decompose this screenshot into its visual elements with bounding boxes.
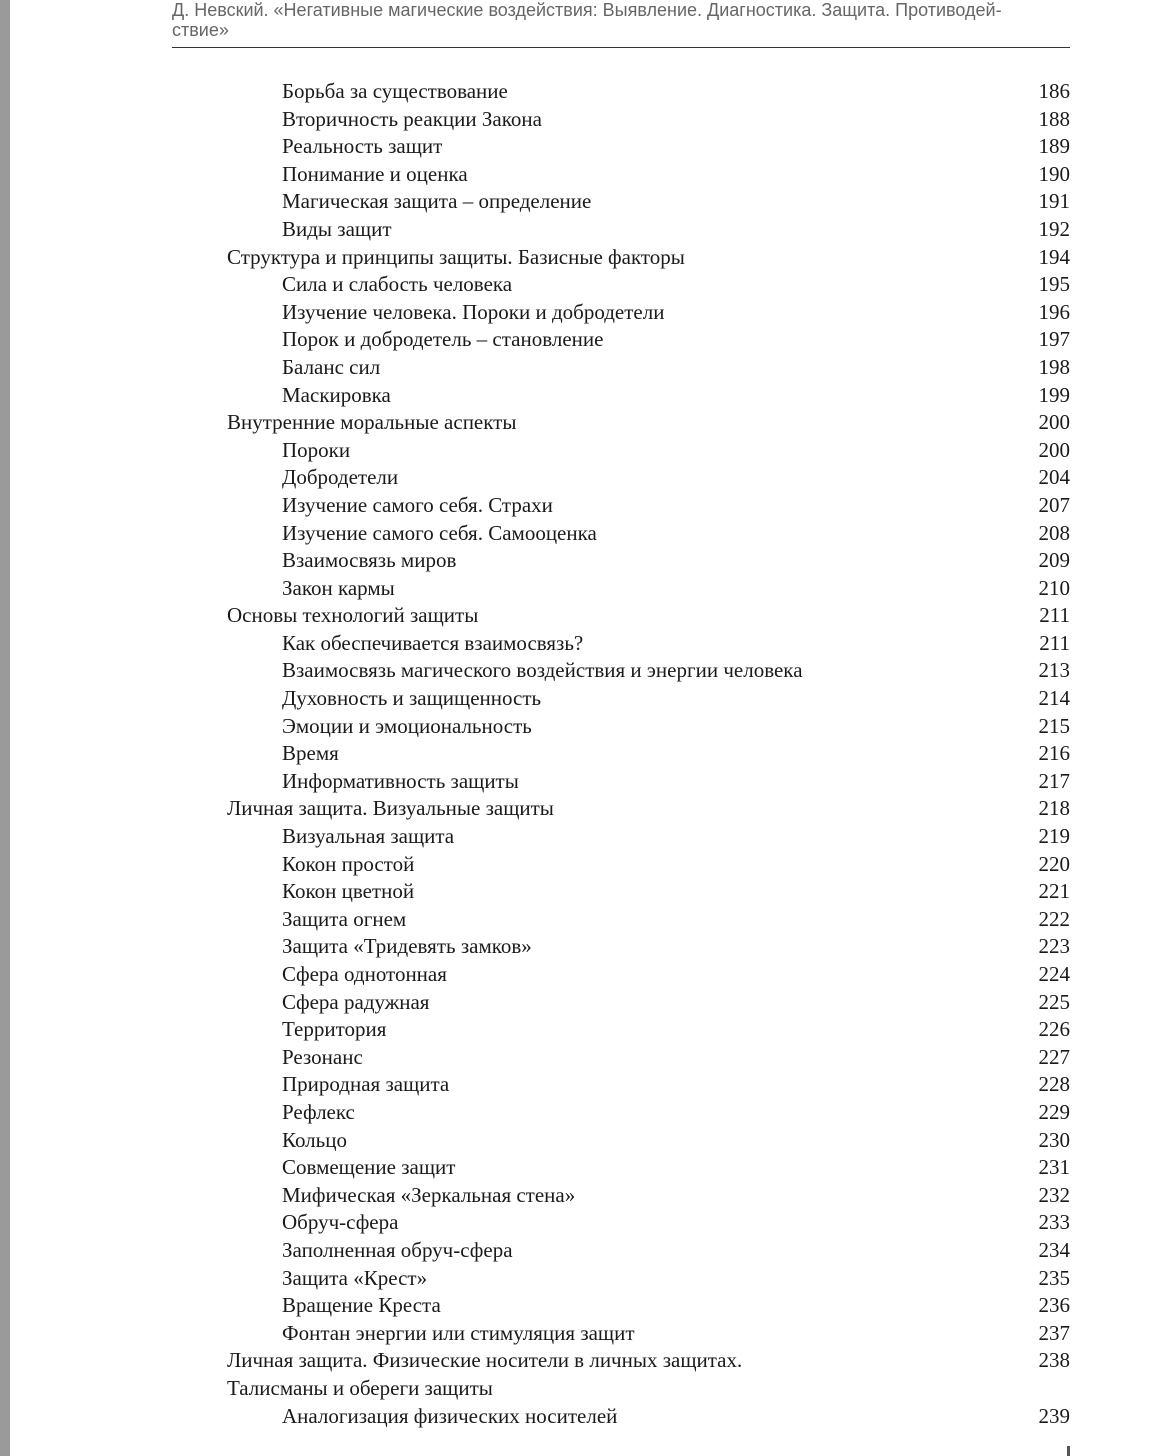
toc-entry-title: Обруч-сфера	[282, 1210, 399, 1235]
toc-page-number: 238	[1038, 1348, 1070, 1373]
toc-page-number: 232	[1038, 1182, 1070, 1207]
toc-entry-title: Личная защита. Визуальные защиты	[227, 796, 554, 821]
toc-entry-title: Пороки	[282, 437, 351, 462]
toc-subsection	[10, 326, 1150, 354]
toc-subsection	[10, 492, 1150, 520]
toc-subsection	[10, 133, 1150, 161]
toc-subsection	[10, 1237, 1150, 1265]
toc-entry-title: Изучение человека. Пороки и добродетели	[282, 299, 665, 324]
toc-section	[10, 409, 1150, 437]
toc-entry-title: Структура и принципы защиты. Базисные факторы	[227, 244, 685, 269]
toc-page-number: 224	[1038, 962, 1070, 986]
toc-entry-title: Фонтан энергии или стимуляция защит	[282, 1320, 635, 1345]
toc-entry-title: Внутренние моральные аспекты	[227, 410, 517, 435]
toc-page-number: 233	[1038, 1210, 1070, 1235]
toc-page-number: 215	[1038, 713, 1070, 738]
toc-subsection	[10, 354, 1150, 382]
toc-entry-title: Кокон цветной	[282, 879, 415, 904]
toc-page-number: 223	[1038, 934, 1070, 959]
toc-subsection	[10, 906, 1150, 934]
toc-subsection	[10, 685, 1150, 713]
toc-page-number: 186	[1038, 79, 1070, 103]
toc-page-number: 189	[1038, 134, 1070, 159]
toc-entry-title: Вторичность реакции Закона	[282, 106, 542, 131]
toc-subsection	[10, 1044, 1150, 1072]
toc-page-number: 192	[1038, 216, 1070, 241]
toc-page-number: 219	[1038, 824, 1070, 849]
toc-entry-title: Основы технологий защиты	[227, 603, 479, 628]
toc-entry-title: Мифическая «Зеркальная стена»	[282, 1182, 576, 1207]
toc-page-number: 194	[1038, 244, 1070, 269]
toc-entry-title: Понимание и оценка	[282, 161, 468, 186]
page-corner-mark	[1067, 1446, 1070, 1456]
toc-page-number: 217	[1038, 768, 1070, 793]
toc-page-number: 218	[1038, 796, 1070, 821]
toc-subsection	[10, 1154, 1150, 1182]
toc-section	[10, 1375, 1150, 1403]
toc-page-number: 210	[1038, 575, 1070, 600]
document-page	[10, 0, 1150, 1456]
toc-page-number: 195	[1038, 272, 1070, 297]
toc-entry-title: Эмоции и эмоциональность	[282, 713, 532, 738]
toc-entry-title: Борьба за существование	[282, 79, 508, 103]
toc-page-number: 207	[1038, 492, 1070, 517]
toc-page-number: 191	[1038, 189, 1070, 214]
toc-subsection	[10, 657, 1150, 685]
toc-entry-title: Маскировка	[282, 382, 391, 407]
toc-subsection	[10, 1403, 1150, 1431]
toc-subsection	[10, 933, 1150, 961]
toc-subsection	[10, 216, 1150, 244]
toc-entry-title: Виды защит	[282, 216, 392, 241]
toc-entry-title: Баланс сил	[282, 354, 381, 379]
toc-page-number: 228	[1038, 1072, 1070, 1097]
toc-entry-title: Изучение самого себя. Самооценка	[282, 520, 597, 545]
toc-page-number: 221	[1038, 879, 1070, 904]
toc-subsection	[10, 1016, 1150, 1044]
header-divider	[172, 47, 1070, 48]
toc-entry-title: Резонанс	[282, 1044, 363, 1069]
toc-entry-title: Реальность защит	[282, 134, 443, 159]
toc-subsection	[10, 878, 1150, 906]
toc-entry-title: Защита огнем	[282, 906, 407, 931]
toc-page-number: 229	[1038, 1099, 1070, 1124]
toc-section	[10, 795, 1150, 823]
toc-entry-title: Заполненная обруч-сфера	[282, 1237, 513, 1262]
toc-entry-title: Сфера однотонная	[282, 962, 447, 986]
toc-subsection	[10, 188, 1150, 216]
toc-entry-title: Визуальная защита	[282, 824, 455, 849]
toc-page-number: 226	[1038, 1017, 1070, 1042]
toc-entry-title: Добродетели	[282, 465, 399, 490]
toc-subsection	[10, 1265, 1150, 1293]
toc-page-number: 209	[1038, 548, 1070, 573]
toc-page-number: 198	[1038, 354, 1070, 379]
toc-subsection	[10, 575, 1150, 603]
toc-entry-title: Территория	[282, 1017, 387, 1042]
toc-subsection	[10, 740, 1150, 768]
toc-entry-title: Сила и слабость человека	[282, 272, 513, 297]
running-header: Д. Невский. «Негативные магические воздействия: Выявление. Диагностика. Защита. Противодей-ствие»	[172, 0, 1002, 40]
toc-entry-title: Рефлекс	[282, 1099, 355, 1124]
toc-entry-title: Взаимосвязь магического воздействия и энергии человека	[282, 658, 803, 683]
toc-subsection	[10, 1099, 1150, 1127]
toc-entry-title: Закон кармы	[282, 575, 395, 600]
toc-subsection	[10, 106, 1150, 134]
toc-entry-title: Личная защита. Физические носители в личных защитах.	[227, 1348, 743, 1373]
toc-subsection	[10, 78, 1150, 106]
table-of-contents	[10, 78, 1150, 1430]
toc-entry-title: Изучение самого себя. Страхи	[282, 492, 553, 517]
toc-subsection	[10, 1209, 1150, 1237]
toc-page-number: 222	[1038, 906, 1070, 931]
toc-page-number: 220	[1038, 851, 1070, 876]
toc-page-number: 190	[1038, 161, 1070, 186]
toc-section	[10, 602, 1150, 630]
toc-page-number: 234	[1038, 1237, 1070, 1262]
toc-entry-title: Защита «Тридевять замков»	[282, 934, 532, 959]
toc-subsection	[10, 961, 1150, 989]
toc-page-number: 204	[1038, 465, 1070, 490]
toc-page-number: 214	[1038, 686, 1070, 711]
toc-subsection	[10, 713, 1150, 741]
toc-page-number: 200	[1038, 437, 1070, 462]
toc-subsection	[10, 851, 1150, 879]
toc-subsection	[10, 271, 1150, 299]
toc-page-number: 199	[1038, 382, 1070, 407]
toc-page-number: 235	[1038, 1265, 1070, 1290]
toc-page-number: 197	[1038, 327, 1070, 352]
toc-entry-title: Природная защита	[282, 1072, 450, 1097]
toc-subsection	[10, 437, 1150, 465]
toc-entry-title: Как обеспечивается взаимосвязь?	[282, 630, 584, 655]
toc-page-number: 231	[1038, 1155, 1070, 1180]
toc-subsection	[10, 989, 1150, 1017]
toc-entry-title: Кокон простой	[282, 851, 415, 876]
toc-page-number: 236	[1038, 1293, 1070, 1318]
toc-entry-title: Духовность и защищенность	[282, 686, 542, 711]
toc-page-number: 208	[1038, 520, 1070, 545]
toc-page-number: 211	[1039, 630, 1070, 655]
toc-subsection	[10, 1320, 1150, 1348]
toc-subsection	[10, 630, 1150, 658]
toc-section	[10, 1347, 1150, 1375]
toc-subsection	[10, 1071, 1150, 1099]
toc-entry-title: Информативность защиты	[282, 768, 519, 793]
toc-page-number: 213	[1038, 658, 1070, 683]
toc-page-number: 230	[1038, 1127, 1070, 1152]
toc-entry-title: Порок и добродетель – становление	[282, 327, 604, 352]
toc-entry-title: Магическая защита – определение	[282, 189, 592, 214]
toc-subsection	[10, 464, 1150, 492]
toc-entry-title: Вращение Креста	[282, 1293, 441, 1318]
toc-page-number: 225	[1038, 989, 1070, 1014]
toc-entry-title: Защита «Крест»	[282, 1265, 428, 1290]
toc-entry-title: Кольцо	[282, 1127, 347, 1152]
viewer-left-edge	[0, 0, 10, 1456]
toc-subsection	[10, 547, 1150, 575]
toc-page-number: 196	[1038, 299, 1070, 324]
toc-subsection	[10, 1127, 1150, 1155]
toc-page-number: 188	[1038, 106, 1070, 131]
toc-page-number: 239	[1038, 1403, 1070, 1428]
toc-subsection	[10, 299, 1150, 327]
toc-entry-title: Талисманы и обереги защиты	[227, 1375, 493, 1400]
toc-entry-title: Взаимосвязь миров	[282, 548, 457, 573]
toc-section	[10, 244, 1150, 272]
toc-entry-title: Сфера радужная	[282, 989, 430, 1014]
toc-page-number: 227	[1038, 1044, 1070, 1069]
toc-subsection	[10, 382, 1150, 410]
toc-page-number: 211	[1039, 603, 1070, 628]
toc-entry-title: Совмещение защит	[282, 1155, 456, 1180]
toc-entry-title: Время	[282, 741, 339, 766]
toc-subsection	[10, 161, 1150, 189]
toc-subsection	[10, 1182, 1150, 1210]
toc-subsection	[10, 823, 1150, 851]
toc-entry-title: Аналогизация физических носителей	[282, 1403, 618, 1428]
toc-page-number: 200	[1038, 410, 1070, 435]
toc-subsection	[10, 520, 1150, 548]
toc-page-number: 216	[1038, 741, 1070, 766]
toc-subsection	[10, 768, 1150, 796]
toc-page-number: 237	[1038, 1320, 1070, 1345]
toc-subsection	[10, 1292, 1150, 1320]
